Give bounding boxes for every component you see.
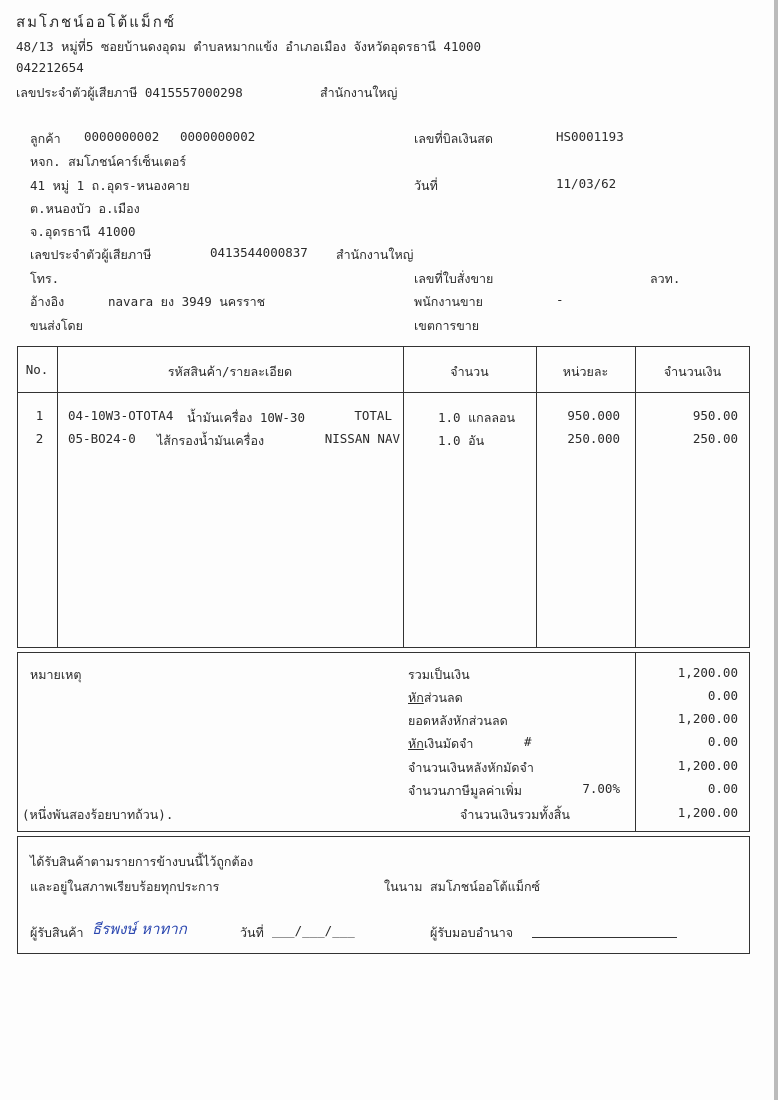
row-2-description: ไส้กรองน้ำมันเครื่อง [157, 433, 265, 448]
row-1-amount: 950.00 [692, 408, 738, 423]
customer-tax-id: 0413544000837 [210, 245, 308, 260]
discount-label [408, 688, 463, 708]
header-amount: จำนวนเงิน [663, 364, 722, 379]
company-tax-line [16, 83, 243, 103]
customer-code-2: 0000000002 [180, 129, 256, 144]
vat-value: 0.00 [707, 781, 738, 796]
deposit-label [408, 734, 473, 754]
company-name: สมโภชน์ออโต้แม็กซ์ [16, 13, 177, 31]
company-tax-label: เลขประจำตัวผู้เสียภาษี [16, 85, 138, 100]
items-header-divider [17, 392, 750, 393]
customer-ref-label: อ้างอิง [30, 294, 65, 309]
subtotal-value: 1,200.00 [677, 665, 738, 680]
after-deposit-value: 1,200.00 [677, 758, 738, 773]
sales-order-value: ลวท. [650, 271, 681, 286]
customer-code-1: 0000000002 [84, 129, 160, 144]
col-divider-no [57, 346, 58, 648]
bill-no-label: เลขที่บิลเงินสด [414, 131, 493, 146]
col-divider-qty [536, 346, 537, 648]
receiver-label: ผู้รับสินค้า [30, 925, 84, 940]
customer-phone-label: โทร. [30, 271, 60, 286]
deposit-label-text: เงินมัดจำ [423, 736, 474, 751]
salesperson-label: พนักงานขาย [414, 294, 483, 309]
bill-date-label: วันที่ [414, 178, 438, 193]
customer-name: หจก. สมโภชน์คาร์เซ็นเตอร์ [30, 154, 187, 169]
sales-order-label: เลขที่ใบสั่งขาย [414, 271, 494, 286]
col-divider-desc [403, 346, 404, 648]
row-1-brand: TOTAL [354, 408, 392, 423]
customer-address-3: จ.อุดรธานี 41000 [30, 224, 136, 239]
customer-label: ลูกค้า [30, 131, 61, 146]
discount-value: 0.00 [707, 688, 738, 703]
deposit-mark: # [524, 734, 532, 749]
vat-label: จำนวนภาษีมูลค่าเพิ่ม [408, 783, 522, 798]
row-1-no: 1 [35, 408, 44, 423]
scan-edge-shadow [774, 0, 778, 1100]
remark-label: หมายเหตุ [30, 667, 82, 682]
row-2-no: 2 [35, 431, 44, 446]
row-1-unit-price: 950.000 [567, 408, 620, 423]
company-branch: สำนักงานใหญ่ [320, 85, 398, 100]
row-2-code: 05-BO24-0 [68, 431, 136, 446]
customer-tax-label: เลขประจำตัวผู้เสียภาษี [30, 247, 152, 262]
discount-label-text: ส่วนลด [423, 690, 463, 705]
row-1-description: น้ำมันเครื่อง 10W-30 [187, 410, 305, 425]
header-quantity: จำนวน [450, 364, 489, 379]
header-no: No. [25, 362, 49, 377]
customer-ref-value: navara ยง 3949 นครราช [108, 294, 266, 309]
authorized-signature-line [532, 925, 677, 938]
amount-in-words: (หนึ่งพันสองร้อยบาทถ้วน). [22, 807, 174, 822]
deposit-value: 0.00 [707, 734, 738, 749]
authorized-label: ผู้รับมอบอำนาจ [430, 925, 514, 940]
bill-date: 11/03/62 [556, 176, 617, 191]
received-line-2: และอยู่ในสภาพเรียบร้อยทุกประการ [30, 879, 220, 894]
salesperson-value: - [556, 292, 564, 307]
deposit-label-deduct: หัก [408, 736, 424, 751]
receiver-date-label: วันที่ [240, 925, 264, 940]
grand-total-label: จำนวนเงินรวมทั้งสิ้น [460, 807, 570, 822]
row-2-amount: 250.00 [692, 431, 738, 446]
row-1-code: 04-10W3-OTOTA4 [68, 408, 174, 423]
row-2-unit-price: 250.000 [567, 431, 620, 446]
customer-shipping-label: ขนส่งโดย [30, 318, 83, 333]
bill-no: HS0001193 [556, 129, 624, 144]
customer-branch: สำนักงานใหญ่ [336, 247, 414, 262]
after-discount-value: 1,200.00 [677, 711, 738, 726]
after-discount-label: ยอดหลังหักส่วนลด [408, 713, 508, 728]
row-1-quantity: 1.0 แกลลอน [438, 410, 516, 425]
after-deposit-label: จำนวนเงินหลังหักมัดจำ [408, 760, 534, 775]
grand-total-value: 1,200.00 [677, 805, 738, 820]
company-phone: 042212654 [16, 60, 84, 75]
row-2-brand: NISSAN NAV [324, 431, 400, 446]
subtotal-label: รวมเป็นเงิน [408, 667, 470, 682]
receiver-signature: ธีรพงษ์ หาทาก [92, 920, 187, 938]
customer-address-2: ต.หนองบัว อ.เมือง [30, 201, 140, 216]
received-line-1: ได้รับสินค้าตามรายการข้างบนนี้ไว้ถูกต้อง [30, 854, 254, 869]
company-address: 48/13 หมู่ที่5 ซอยบ้านดงอุดม ตำบลหมากแข้ง อำเภอเมือง จังหวัดอุดรธานี 41000 [16, 39, 482, 54]
header-unit-price: หน่วยละ [562, 364, 609, 379]
customer-address-1: 41 หมู่ 1 ถ.อุดร-หนองคาย [30, 178, 190, 193]
col-divider-price [635, 346, 636, 648]
row-2-quantity: 1.0 อัน [438, 433, 485, 448]
receiver-date-blank: ___/___/___ [272, 923, 355, 938]
sales-area-label: เขตการขาย [414, 318, 480, 333]
discount-label-deduct: หัก [408, 690, 424, 705]
header-description: รหัสสินค้า/รายละเอียด [167, 364, 293, 379]
summary-value-divider [635, 652, 636, 832]
company-tax-id: 0415557000298 [144, 85, 243, 100]
on-behalf-of: ในนาม สมโภชน์ออโต้แม็กซ์ [384, 879, 541, 894]
vat-rate: 7.00% [582, 781, 620, 796]
